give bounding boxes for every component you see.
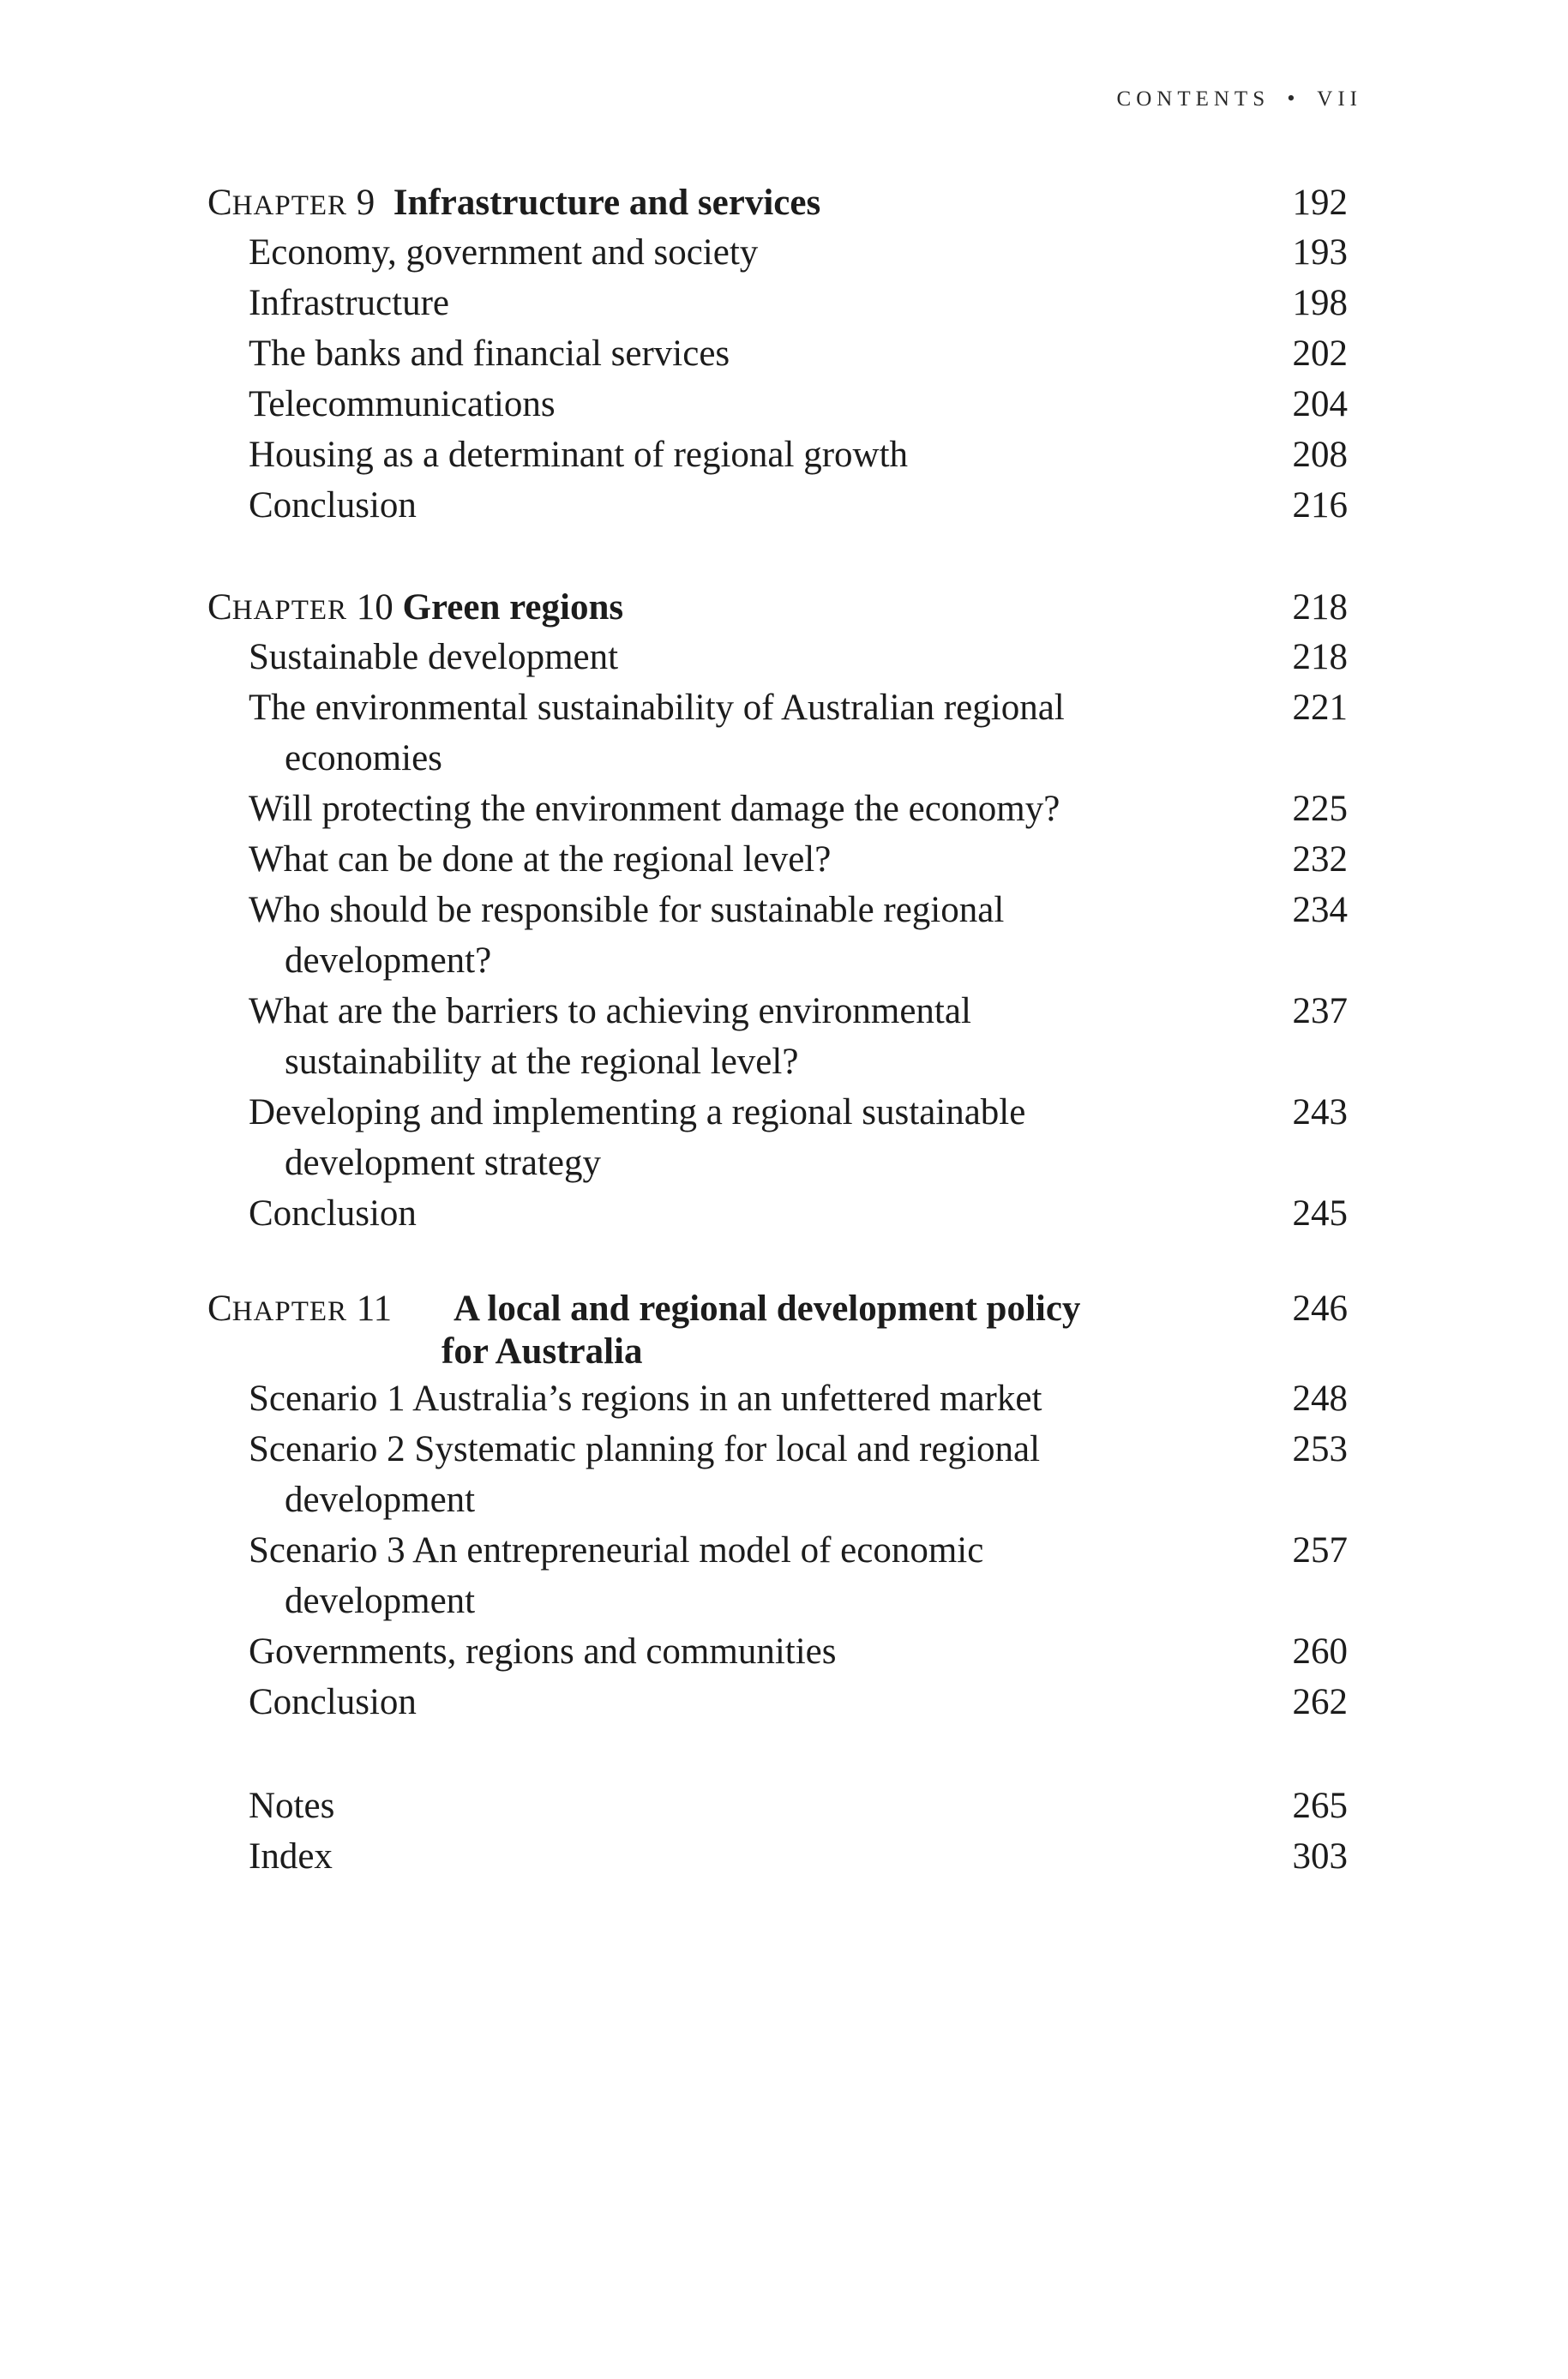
toc-entry[interactable] bbox=[207, 784, 1348, 834]
toc-entry[interactable] bbox=[207, 1373, 1348, 1424]
toc-entry[interactable] bbox=[207, 1677, 1348, 1727]
chapter-page-number: 192 bbox=[1292, 183, 1348, 223]
entry-page-number: 303 bbox=[1292, 1836, 1348, 1877]
toc-entry[interactable] bbox=[207, 1188, 1348, 1239]
chapter-9-section bbox=[207, 182, 1348, 531]
entry-title: Will protecting the environment damage the economy? bbox=[249, 789, 1060, 829]
entry-page-number: 204 bbox=[1292, 384, 1348, 424]
toc-entry-index[interactable] bbox=[207, 1831, 1348, 1882]
entry-title: Conclusion bbox=[249, 1682, 417, 1722]
toc-entry[interactable] bbox=[207, 682, 1348, 784]
entry-title: Economy, government and society bbox=[249, 232, 759, 273]
toc-entry[interactable] bbox=[207, 1087, 1348, 1188]
running-head-bullet: • bbox=[1287, 86, 1301, 111]
entry-title: The banks and financial services bbox=[249, 333, 730, 374]
back-matter-section bbox=[207, 1781, 1348, 1882]
running-head-page-number: VII bbox=[1317, 87, 1362, 111]
entry-page-number: 262 bbox=[1292, 1682, 1348, 1722]
entry-page-number: 218 bbox=[1292, 637, 1348, 677]
entry-title: Who should be responsible for sustainable regional bbox=[249, 890, 1005, 930]
toc-entry[interactable] bbox=[207, 1525, 1348, 1626]
entry-page-number: 234 bbox=[1292, 890, 1348, 930]
entry-title: Governments, regions and communities bbox=[249, 1631, 837, 1672]
entry-title: Conclusion bbox=[249, 485, 417, 526]
running-head bbox=[1117, 86, 1362, 111]
entry-page-number: 265 bbox=[1292, 1786, 1348, 1826]
toc-entry[interactable] bbox=[207, 986, 1348, 1087]
chapter-heading[interactable] bbox=[207, 1288, 1348, 1373]
toc-entry[interactable] bbox=[207, 834, 1348, 885]
entry-title: Developing and implementing a regional sustainable bbox=[249, 1092, 1026, 1132]
chapter-11-section bbox=[207, 1288, 1348, 1727]
entry-title: Scenario 2 Systematic planning for local and regional bbox=[249, 1429, 1041, 1469]
entry-page-number: 253 bbox=[1292, 1429, 1348, 1469]
entry-title: Telecommunications bbox=[249, 384, 556, 424]
toc-entry[interactable] bbox=[207, 227, 1348, 278]
entry-title: Scenario 3 An entrepreneurial model of economic bbox=[249, 1530, 984, 1571]
entry-page-number: 221 bbox=[1292, 688, 1348, 728]
entry-title-continuation: economies bbox=[285, 738, 442, 778]
chapter-heading[interactable] bbox=[207, 182, 1348, 227]
toc-entry[interactable] bbox=[207, 480, 1348, 531]
entry-title: What can be done at the regional level? bbox=[249, 839, 832, 880]
chapter-page-number: 246 bbox=[1292, 1289, 1348, 1329]
toc-entry-notes[interactable] bbox=[207, 1781, 1348, 1831]
entry-title: Notes bbox=[249, 1786, 335, 1826]
toc-entry[interactable] bbox=[207, 885, 1348, 986]
entry-title: What are the barriers to achieving environmental bbox=[249, 991, 971, 1031]
entry-title: Sustainable development bbox=[249, 637, 619, 677]
entry-title: Index bbox=[249, 1836, 333, 1877]
toc-entry[interactable] bbox=[207, 430, 1348, 480]
chapter-label: CHAPTER 10 bbox=[207, 587, 394, 628]
entry-title: The environmental sustainability of Australian regional bbox=[249, 688, 1065, 728]
entry-page-number: 243 bbox=[1292, 1092, 1348, 1132]
entry-page-number: 208 bbox=[1292, 435, 1348, 475]
entry-title: Infrastructure bbox=[249, 283, 449, 323]
entry-title: Scenario 1 Australia’s regions in an unfettered market bbox=[249, 1379, 1042, 1419]
entry-page-number: 202 bbox=[1292, 333, 1348, 374]
toc-entry[interactable] bbox=[207, 1424, 1348, 1525]
running-head-label: CONTENTS bbox=[1116, 87, 1271, 111]
toc-entry[interactable] bbox=[207, 1626, 1348, 1677]
entry-title-continuation: development? bbox=[285, 940, 492, 981]
chapter-title-line-2: for Australia bbox=[442, 1331, 643, 1372]
toc-entry[interactable] bbox=[207, 328, 1348, 379]
entry-page-number: 237 bbox=[1292, 991, 1348, 1031]
entry-title-continuation: development bbox=[285, 1581, 476, 1621]
chapter-label: CHAPTER 9 bbox=[207, 183, 375, 223]
entry-title-continuation: sustainability at the regional level? bbox=[285, 1042, 799, 1082]
toc-entry[interactable] bbox=[207, 632, 1348, 682]
chapter-title bbox=[442, 1288, 1213, 1373]
entry-page-number: 198 bbox=[1292, 283, 1348, 323]
entry-title: Conclusion bbox=[249, 1193, 417, 1234]
toc-entry[interactable] bbox=[207, 278, 1348, 328]
chapter-title: Green regions bbox=[402, 587, 624, 628]
entry-page-number: 248 bbox=[1292, 1379, 1348, 1419]
entry-page-number: 193 bbox=[1292, 232, 1348, 273]
toc-entry[interactable] bbox=[207, 379, 1348, 430]
entry-title: Housing as a determinant of regional growth bbox=[249, 435, 909, 475]
chapter-title-line-1: A local and regional development policy bbox=[454, 1289, 1081, 1329]
entry-title-continuation: development strategy bbox=[285, 1143, 601, 1183]
entry-page-number: 260 bbox=[1292, 1631, 1348, 1672]
entry-page-number: 232 bbox=[1292, 839, 1348, 880]
chapter-title: Infrastructure and services bbox=[393, 183, 821, 223]
entry-page-number: 257 bbox=[1292, 1530, 1348, 1571]
chapter-page-number: 218 bbox=[1292, 587, 1348, 628]
chapter-heading[interactable] bbox=[207, 586, 1348, 632]
entry-title-continuation: development bbox=[285, 1480, 476, 1520]
chapter-label: CHAPTER 11 bbox=[207, 1289, 393, 1329]
chapter-10-section bbox=[207, 586, 1348, 1239]
entry-page-number: 245 bbox=[1292, 1193, 1348, 1234]
entry-page-number: 216 bbox=[1292, 485, 1348, 526]
entry-page-number: 225 bbox=[1292, 789, 1348, 829]
